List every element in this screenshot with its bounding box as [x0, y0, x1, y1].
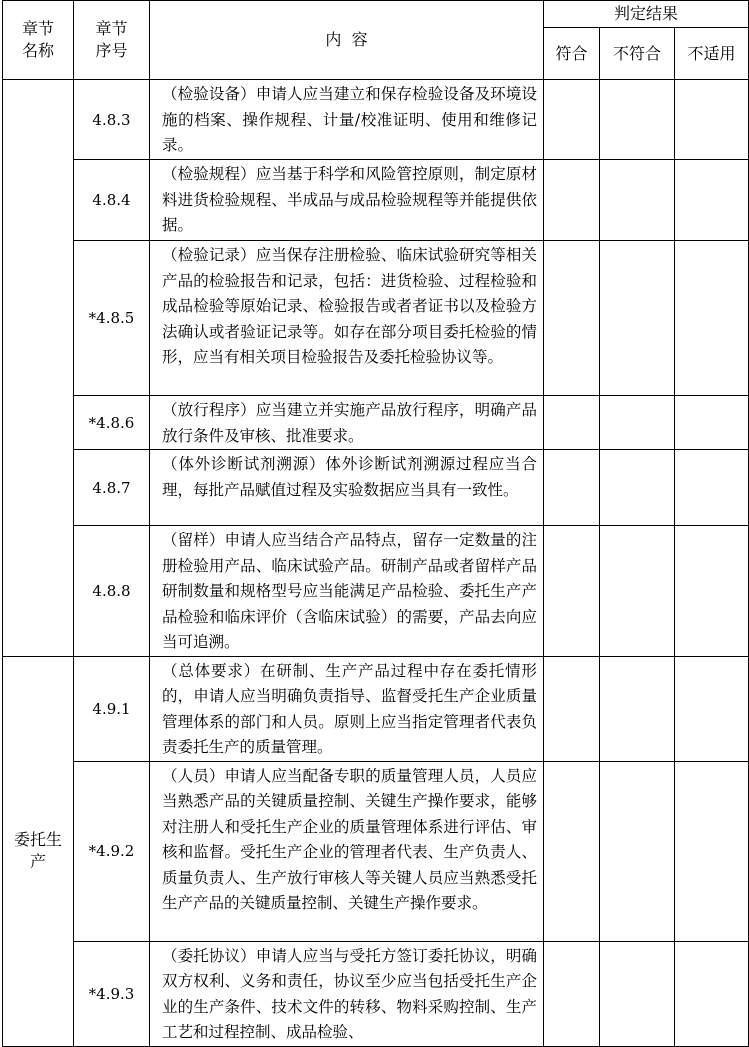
- content-text: （检验设备）申请人应当建立和保存检验设备及环境设施的档案、操作规程、计量/校准证明、使用和维修记录。: [162, 85, 537, 154]
- content-cell: [150, 241, 544, 396]
- section-no-text: 4.8.3: [92, 110, 131, 129]
- table-row: [3, 80, 749, 160]
- header-section-no: [74, 1, 150, 80]
- not-applicable-checkbox-cell[interactable]: [675, 761, 749, 941]
- not-conform-checkbox-cell[interactable]: [600, 396, 675, 450]
- not-applicable-checkbox-cell[interactable]: [675, 450, 749, 526]
- section-no-cell: [74, 526, 150, 657]
- conform-checkbox-cell[interactable]: [544, 761, 600, 941]
- content-cell: [150, 526, 544, 657]
- not-applicable-checkbox-cell[interactable]: [675, 80, 749, 160]
- section-no-text: 4.8.7: [92, 478, 131, 497]
- not-applicable-checkbox-cell[interactable]: [675, 160, 749, 241]
- header-chapter-name-text: 章节 名称: [21, 19, 54, 60]
- section-no-cell: [74, 761, 150, 941]
- not-applicable-checkbox-cell[interactable]: [675, 241, 749, 396]
- conform-checkbox-cell[interactable]: [544, 80, 600, 160]
- table-row: [3, 761, 749, 941]
- header-chapter-name: [3, 1, 74, 80]
- header-row-1: [3, 1, 749, 28]
- content-text: （放行程序）应当建立并实施产品放行程序，明确产品放行条件及审核、批准要求。: [162, 401, 537, 445]
- header-content-text: 内 容: [325, 30, 368, 49]
- section-no-text: 4.9.1: [92, 699, 131, 718]
- table-row: [3, 656, 749, 761]
- not-conform-checkbox-cell[interactable]: [600, 241, 675, 396]
- header-not-applicable-text: 不适用: [687, 43, 736, 63]
- table-row: [3, 450, 749, 526]
- content-cell: [150, 396, 544, 450]
- header-content: [150, 1, 544, 80]
- header-conform-text: 符合: [555, 43, 588, 63]
- not-conform-checkbox-cell[interactable]: [600, 80, 675, 160]
- content-text: （检验记录）应当保存注册检验、临床试验研究等相关产品的检验报告和记录，包括：进货检验、过程检验和成品检验等原始记录、检验报告或者者证书以及检验方法确认或者验证记录等。如存在部分项目委托检验的情形，应当有相关项目检验报告及委托检验协议等。: [162, 246, 537, 366]
- content-text: （体外诊断试剂溯源）体外诊断试剂溯源过程应当合理，每批产品赋值过程及实验数据应当具有一致性。: [162, 455, 537, 499]
- header-not-applicable: [675, 28, 749, 80]
- content-text: （总体要求）在研制、生产产品过程中存在委托情形的，申请人应当明确负责指导、监督受托生产企业质量管理体系的部门和人员。原则上应当指定管理者代表负责委托生产的质量管理。: [162, 661, 537, 756]
- section-no-text: *4.9.2: [88, 842, 135, 860]
- section-no-cell: [74, 80, 150, 160]
- content-cell: [150, 80, 544, 160]
- section-no-text: 4.8.4: [92, 191, 131, 209]
- section-no-text: *4.9.3: [88, 984, 135, 1003]
- not-applicable-checkbox-cell[interactable]: [675, 941, 749, 1046]
- chapter-cell: [3, 656, 74, 1046]
- not-conform-checkbox-cell[interactable]: [600, 160, 675, 241]
- content-text: （检验规程）应当基于科学和风险管控原则，制定原材料进货检验规程、半成品与成品检验规程等并能提供依据。: [162, 165, 537, 234]
- conform-checkbox-cell[interactable]: [544, 450, 600, 526]
- section-no-cell: [74, 396, 150, 450]
- table-row: [3, 396, 749, 450]
- header-not-conform-text: 不符合: [612, 43, 661, 63]
- not-conform-checkbox-cell[interactable]: [600, 526, 675, 657]
- inspection-table: [2, 0, 749, 1047]
- conform-checkbox-cell[interactable]: [544, 160, 600, 241]
- table-row: [3, 941, 749, 1046]
- section-no-cell: [74, 656, 150, 761]
- header-not-conform: [600, 28, 675, 80]
- section-no-cell: [74, 241, 150, 396]
- content-cell: [150, 160, 544, 241]
- content-text: （人员）申请人应当配备专职的质量管理人员，人员应当熟悉产品的关键质量控制、关键生产操作要求，能够对注册人和受托生产企业的质量管理体系进行评估、审核和监督。受托生产企业的管理者代表、生产负责人、质量负责人、生产放行审核人等关键人员应当熟悉受托生产产品的关键质量控制、关键生产操作要求。: [162, 766, 537, 912]
- conform-checkbox-cell[interactable]: [544, 396, 600, 450]
- section-no-cell: [74, 160, 150, 241]
- chapter-cell: [3, 80, 74, 657]
- content-cell: [150, 761, 544, 941]
- section-no-text: 4.8.8: [92, 581, 131, 600]
- content-cell: [150, 941, 544, 1046]
- conform-checkbox-cell[interactable]: [544, 941, 600, 1046]
- table-row: [3, 526, 749, 657]
- not-applicable-checkbox-cell[interactable]: [675, 396, 749, 450]
- header-judgement: [544, 1, 749, 28]
- not-conform-checkbox-cell[interactable]: [600, 656, 675, 761]
- not-conform-checkbox-cell[interactable]: [600, 450, 675, 526]
- header-conform: [544, 28, 600, 80]
- content-cell: [150, 656, 544, 761]
- section-no-cell: [74, 450, 150, 526]
- section-no-text: *4.8.6: [88, 413, 135, 432]
- chapter-name-text: 委托生 产: [13, 830, 62, 871]
- header-section-no-text: 章节 序号: [95, 19, 128, 60]
- conform-checkbox-cell[interactable]: [544, 526, 600, 657]
- not-applicable-checkbox-cell[interactable]: [675, 526, 749, 657]
- table-row: [3, 241, 749, 396]
- section-no-text: *4.8.5: [88, 309, 135, 327]
- section-no-cell: [74, 941, 150, 1046]
- not-conform-checkbox-cell[interactable]: [600, 761, 675, 941]
- content-text: （留样）申请人应当结合产品特点，留存一定数量的注册检验用产品、临床试验产品。研制产品或者留样产品研制数量和规格型号应当能满足产品检验、委托生产产品检验和临床评价（含临床试验）的需要，产品去向应当可追溯。: [162, 531, 537, 651]
- header-judgement-text: 判定结果: [613, 4, 678, 23]
- content-cell: [150, 450, 544, 526]
- conform-checkbox-cell[interactable]: [544, 241, 600, 396]
- not-conform-checkbox-cell[interactable]: [600, 941, 675, 1046]
- content-text: （委托协议）申请人应当与受托方签订委托协议，明确双方权利、义务和责任，协议至少应当包括受托生产企业的生产条件、技术文件的转移、物料采购控制、生产工艺和过程控制、成品检验、: [162, 946, 537, 1041]
- table-row: [3, 160, 749, 241]
- conform-checkbox-cell[interactable]: [544, 656, 600, 761]
- not-applicable-checkbox-cell[interactable]: [675, 656, 749, 761]
